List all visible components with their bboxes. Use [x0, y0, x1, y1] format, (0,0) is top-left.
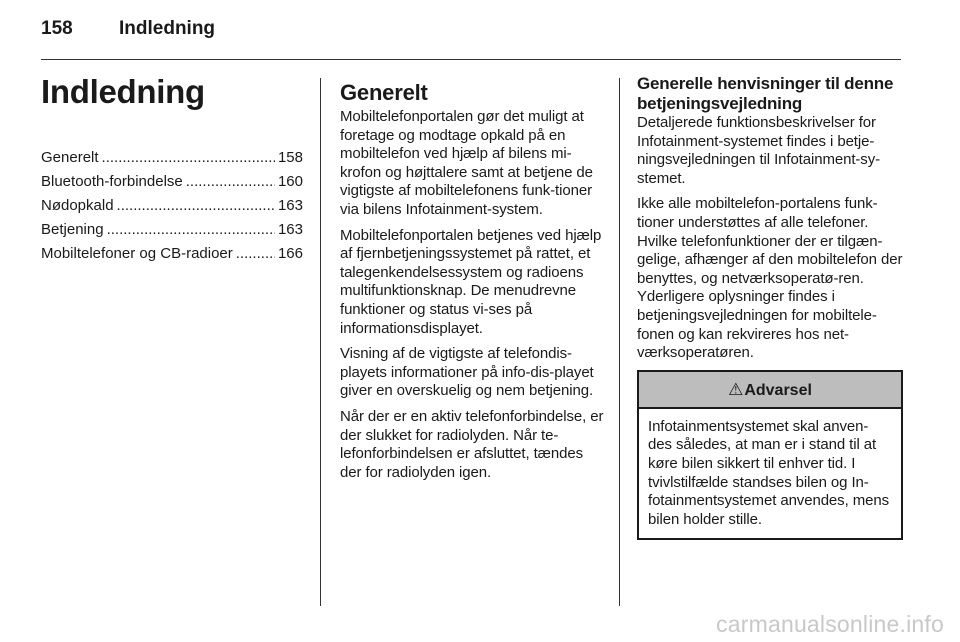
paragraph: Mobiltelefonportalen betjenes ved hjælp af fjernbetjeningssystemet på rattet, et talegenkendelsessystem og radioens multifunktionsknap. De menudrevne funktioner og status vi-ses på informationsdisplayet. [340, 226, 602, 337]
watermark: carmanualsonline.info [716, 611, 944, 637]
running-title: Indledning [119, 18, 216, 39]
section-heading-notes: Generelle henvisninger til denne betjeningsvejledning [637, 74, 894, 113]
running-header [41, 18, 215, 40]
paragraph: Ikke alle mobiltelefon-portalens funk-tioner understøttes af alle telefoner. Hvilke telefonfunktioner der er tilgæn-gelige, afhænger af den mobiltelefon der benyttes, og netværksoperatø-ren. Yderligere oplysninger findes i betjeningsvejledningen for mobiltele-fonen og kan rekvireres hos net-værksoperatøren. [637, 195, 903, 362]
paragraph: Visning af de vigtigste af telefondis-playets informationer på info-dis-playet giver en overskuelig og nem betjening. [340, 345, 594, 400]
toc-page: 163 [277, 197, 303, 214]
toc-page: 163 [277, 221, 303, 238]
paragraph: Når der er en aktiv telefonforbindelse, er der slukket for radiolyden. Når te-lefonforbindelsen er afsluttet, tændes der for radiolyden igen. [340, 407, 604, 481]
toc-entry-nodopkald[interactable] [41, 194, 303, 218]
toc-leader [117, 194, 275, 218]
toc-entry-bluetooth[interactable] [41, 170, 303, 194]
warning-triangle-icon: ⚠ [728, 379, 744, 399]
toc-entry-generelt[interactable] [41, 146, 303, 170]
column-divider-2 [619, 78, 620, 606]
warning-box [637, 370, 903, 541]
toc-label: Betjening [41, 221, 104, 238]
warning-header [639, 372, 901, 409]
toc-label: Mobiltelefoner og CB-radioer [41, 245, 233, 262]
toc-label: Nødopkald [41, 197, 114, 214]
toc-leader [102, 146, 275, 170]
toc-entry-betjening[interactable] [41, 218, 303, 242]
header-divider [41, 59, 901, 60]
column-divider-1 [320, 78, 321, 606]
chapter-title: Indledning [41, 73, 205, 110]
warning-text: Infotainmentsystemet skal anven-des således, at man er i stand til at køre bilen sikkert til enhver tid. I tvivlstilfælde standses bilen og In-fotainmentsystemet anvendes, mens bilen holder stille. [648, 417, 889, 528]
table-of-contents [41, 146, 303, 266]
general-column [340, 80, 608, 489]
toc-label: Bluetooth-forbindelse [41, 173, 183, 190]
toc-entry-mobiltelefoner[interactable] [41, 242, 303, 266]
toc-label: Generelt [41, 149, 99, 166]
toc-leader [236, 242, 275, 266]
paragraph: Detaljerede funktionsbeskrivelser for Infotainment-systemet findes i betje-ningsvejledningen til Infotainment-sy-stemet. [637, 114, 881, 187]
toc-page: 158 [277, 149, 303, 166]
warning-title: Advarsel [744, 381, 812, 399]
toc-leader [186, 170, 275, 194]
section-heading-generelt: Generelt [340, 80, 428, 105]
toc-page: 160 [277, 173, 303, 190]
page-number: 158 [41, 18, 73, 39]
toc-column [41, 72, 303, 266]
notes-column [637, 74, 903, 540]
toc-leader [107, 218, 275, 242]
paragraph: Mobiltelefonportalen gør det muligt at foretage og modtage opkald på en mobiltelefon ved hjælp af bilens mi-krofon og højttalere samt at betjene de vigtigste af mobiltelefonens funk-tioner via bilens Infotainment-system. [340, 108, 593, 218]
toc-page: 166 [277, 245, 303, 262]
